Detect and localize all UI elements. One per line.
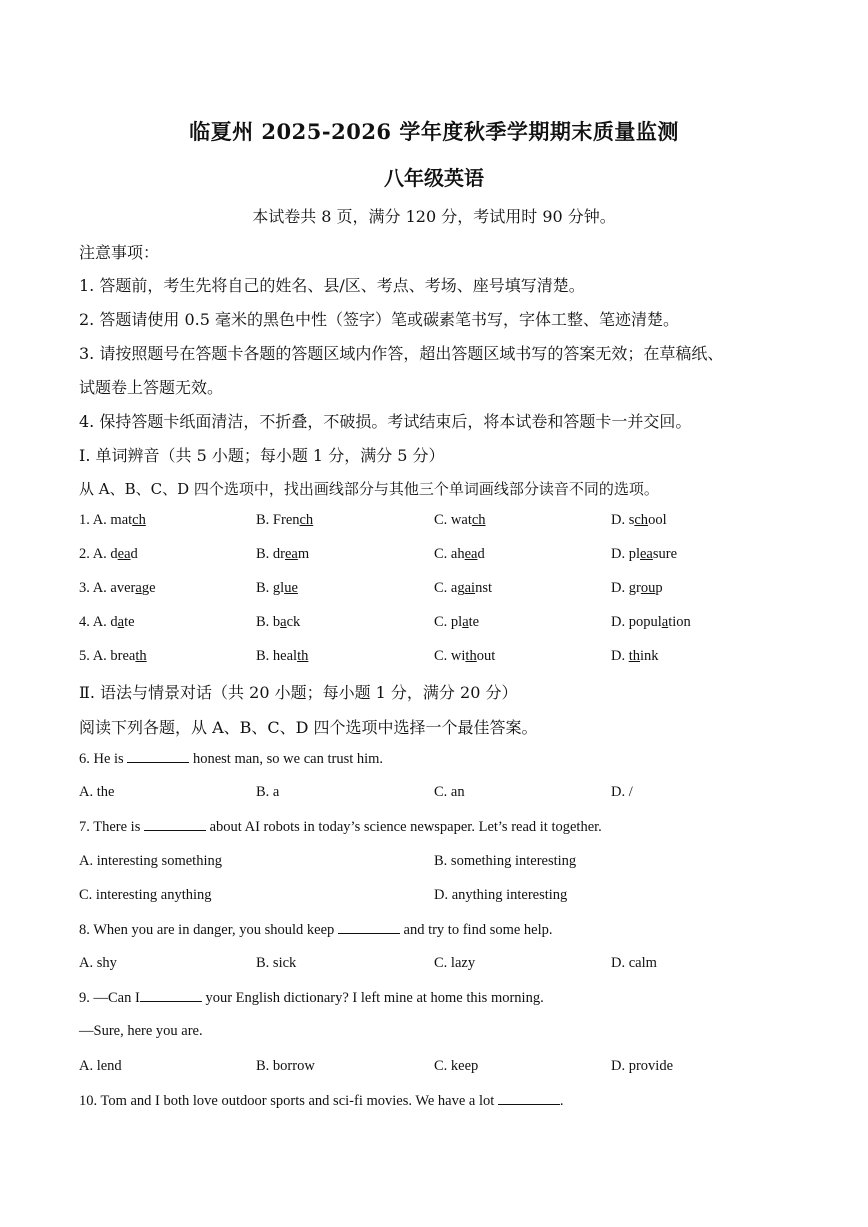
option-text: D. gr (611, 580, 641, 596)
underlined-part: ai (464, 580, 476, 596)
q3-option-c[interactable] (434, 580, 492, 597)
exam-subtitle: 八年级英语 (384, 166, 484, 190)
q9-option-c[interactable]: C. keep (434, 1058, 479, 1074)
section1-instruction: 从 A、B、C、D 四个选项中，找出画线部分与其他三个单词画线部分读音不同的选项。 (79, 480, 659, 498)
question-10-pre: 10. Tom and I both love outdoor sports and sci-fi movies. We have a lot (79, 1093, 498, 1109)
q8-option-a[interactable]: A. shy (79, 955, 117, 971)
underlined-part: th (297, 648, 309, 664)
option-text: D. s (611, 512, 635, 528)
q6-option-b[interactable]: B. a (256, 784, 280, 800)
q5-option-a[interactable] (79, 648, 147, 665)
q5-option-d[interactable] (611, 648, 659, 665)
option-text: te (468, 614, 480, 630)
q8-option-d[interactable]: D. calm (611, 955, 657, 971)
section2-heading: Ⅱ. 语法与情景对话（共 20 小题；每小题 1 分，满分 20 分） (79, 683, 518, 702)
option-text: 2. A. d (79, 546, 118, 562)
question-9-pre: 9. —Can I (79, 990, 140, 1006)
option-text: d (130, 546, 138, 562)
q2-option-c[interactable] (434, 546, 485, 563)
option-text: te (124, 614, 135, 630)
option-text: sure (652, 546, 678, 562)
q5-option-c[interactable] (434, 648, 495, 665)
option-text: m (297, 546, 310, 562)
q3-option-d[interactable] (611, 580, 663, 597)
option-text: 5. A. brea (79, 648, 136, 664)
q4-option-d[interactable] (611, 614, 691, 631)
option-text: C. ah (434, 546, 465, 562)
q6-option-d[interactable]: D. / (611, 784, 633, 800)
question-10 (79, 1092, 564, 1110)
note-2: 2. 答题请使用 0.5 毫米的黑色中性（签字）笔或碳素笔书写，字体工整、笔迹清楚。 (79, 310, 679, 329)
underlined-part: th (465, 648, 477, 664)
underlined-part: ea (640, 546, 653, 562)
underlined-part: a (117, 614, 125, 630)
option-text: ge (141, 580, 156, 596)
q8-option-b[interactable]: B. sick (256, 955, 297, 971)
q4-option-a[interactable] (79, 614, 135, 631)
q5-option-b[interactable] (256, 648, 308, 665)
underlined-part: ch (132, 512, 146, 528)
question-6-post: honest man, so we can trust him. (189, 751, 384, 767)
underlined-part: ea (464, 546, 478, 562)
option-text: 4. A. d (79, 614, 118, 630)
answer-blank (338, 921, 400, 934)
underlined-part: ch (471, 512, 486, 528)
option-text: ink (640, 648, 659, 664)
option-text: ck (286, 614, 301, 630)
q4-option-b[interactable] (256, 614, 300, 631)
question-9 (79, 989, 544, 1007)
question-8 (79, 921, 553, 939)
q1-option-d[interactable] (611, 512, 667, 529)
q7-option-c[interactable]: C. interesting anything (79, 887, 212, 903)
answer-blank (498, 1092, 560, 1105)
option-text: 3. A. aver (79, 580, 136, 596)
section1-heading: Ⅰ. 单词辨音（共 5 小题；每小题 1 分，满分 5 分） (79, 446, 445, 465)
option-text: ool (648, 512, 667, 528)
option-text: C. wat (434, 512, 472, 528)
question-7-post: about AI robots in today’s science newspaper. Let’s read it together. (205, 819, 602, 835)
q1-option-b[interactable] (256, 512, 313, 529)
q7-option-b[interactable]: B. something interesting (434, 853, 577, 869)
note-4: 4. 保持答题卡纸面清洁，不折叠，不破损。考试结束后，将本试卷和答题卡一并交回。 (79, 412, 692, 431)
q2-option-b[interactable] (256, 546, 309, 563)
answer-blank (144, 818, 206, 831)
option-text: B. heal (256, 648, 298, 664)
option-text: p (655, 580, 663, 596)
underlined-part: th (135, 648, 147, 664)
option-text: B. b (256, 614, 281, 630)
exam-title: 临夏州 2025-2026 学年度秋季学期期末质量监测 (189, 119, 679, 144)
option-text: C. wi (434, 648, 466, 664)
question-6-pre: 6. He is (79, 751, 128, 767)
q7-option-a[interactable]: A. interesting something (79, 853, 222, 869)
underlined-part: ou (640, 580, 656, 596)
note-3-cont: 试题卷上答题无效。 (79, 378, 224, 397)
question-7-pre: 7. There is (79, 819, 144, 835)
q8-option-c[interactable]: C. lazy (434, 955, 476, 971)
option-text: D. (611, 648, 629, 664)
underlined-part: a (280, 614, 287, 630)
option-text: nst (475, 580, 492, 596)
question-9-reply: —Sure, here you are. (79, 1023, 203, 1039)
question-10-post: . (559, 1093, 564, 1109)
underlined-part: a (135, 580, 142, 596)
option-text: D. popul (611, 614, 662, 630)
option-text: C. pl (434, 614, 463, 630)
option-text: d (477, 546, 485, 562)
exam-info: 本试卷共 8 页，满分 120 分，考试用时 90 分钟。 (252, 207, 616, 226)
answer-blank (140, 989, 202, 1002)
note-1: 1. 答题前，考生先将自己的姓名、县/区、考点、考场、座号填写清楚。 (79, 276, 585, 295)
section2-instruction: 阅读下列各题，从 A、B、C、D 四个选项中选择一个最佳答案。 (79, 718, 538, 737)
q6-option-a[interactable]: A. the (79, 784, 115, 800)
question-7 (79, 818, 602, 836)
underlined-part: ea (285, 546, 298, 562)
notes-heading: 注意事项： (79, 243, 160, 262)
option-text: B. dr (256, 546, 285, 562)
q3-option-a[interactable] (79, 580, 156, 597)
question-8-pre: 8. When you are in danger, you should keep (79, 922, 338, 938)
underlined-part: ea (117, 546, 131, 562)
note-3: 3. 请按照题号在答题卡各题的答题区域内作答，超出答题区域书写的答案无效；在草稿纸、 (79, 344, 724, 363)
underlined-part: ch (299, 512, 314, 528)
option-text: tion (668, 614, 691, 630)
option-text: B. gl (256, 580, 285, 596)
q9-option-a[interactable]: A. lend (79, 1058, 122, 1074)
q9-option-b[interactable]: B. borrow (256, 1058, 315, 1074)
option-text: D. pl (611, 546, 640, 562)
q1-option-c[interactable] (434, 512, 486, 529)
q1-option-a[interactable] (79, 512, 146, 529)
option-text: B. Fren (256, 512, 300, 528)
underlined-part: a (661, 614, 669, 630)
q2-option-a[interactable] (79, 546, 138, 563)
q2-option-d[interactable] (611, 546, 677, 563)
underlined-part: a (462, 614, 469, 630)
q9-option-d[interactable]: D. provide (611, 1058, 674, 1074)
option-text: C. ag (434, 580, 465, 596)
q7-option-d[interactable]: D. anything interesting (434, 887, 568, 903)
underlined-part: ch (634, 512, 649, 528)
q6-option-c[interactable]: C. an (434, 784, 465, 800)
q4-option-c[interactable] (434, 614, 479, 631)
option-text: out (476, 648, 496, 664)
underlined-part: ue (284, 580, 298, 596)
question-8-post: and try to find some help. (399, 922, 553, 938)
question-9-post: your English dictionary? I left mine at home this morning. (201, 990, 544, 1006)
question-6 (79, 750, 383, 768)
answer-blank (127, 750, 189, 763)
underlined-part: th (628, 648, 641, 664)
q3-option-b[interactable] (256, 580, 298, 597)
option-text: 1. A. mat (79, 512, 133, 528)
